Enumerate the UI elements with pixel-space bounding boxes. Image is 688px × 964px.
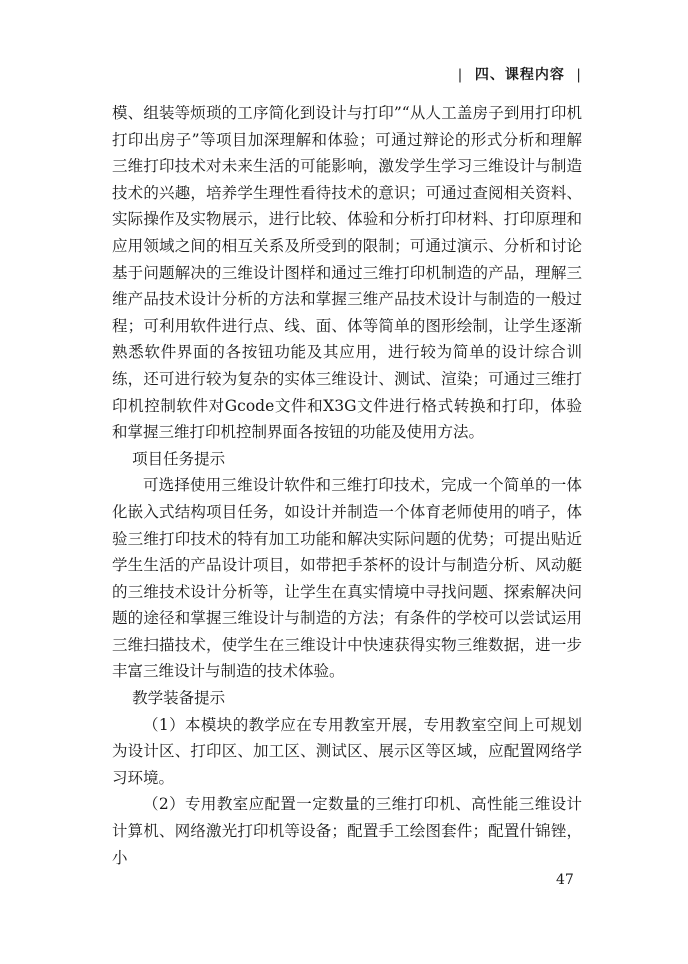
paragraph-continuation: 模、组装等烦琐的工序简化到设计与打印”“从人工盖房子到用打印机打印出房子”等项目加深理解和体验；可通过辩论的形式分析和理解三维打印技术对未来生活的可能影响，激发学生学习三维设计与制造技术的兴趣，培养学生理性看待技术的意识；可通过查阅相关资料、实际操作及实物展示，进行比较、体验和分析打印材料、打印原理和应用领域之间的相互关系及所受到的限制；可通过演示、分析和讨论基于问题解决的三维设计图样和通过三维打印机制造的产品，理解三维产品技术设计分析的方法和掌握三维产品技术设计与制造的一般过程；可利用软件进行点、线、面、体等简单的图形绘制，让学生逐渐熟悉软件界面的各按钮功能及其应用，进行较为简单的设计综合训练，还可进行较为复杂的实体三维设计、测试、渲染；可通过三维打印机控制软件对Gcode文件和X3G文件进行格式转换和打印，体验和掌握三维打印机控制界面各按钮的功能及使用方法。 xyxy=(112,104,582,442)
header-right-bar: | xyxy=(576,67,582,83)
running-header xyxy=(452,64,588,84)
paragraph-project-tasks: 可选择使用三维设计软件和三维打印技术，完成一个简单的一体化嵌入式结构项目任务，如设计并制造一个体育老师使用的哨子，体验三维打印技术的特有加工功能和解决实际问题的优势；可提出贴近学生生活的产品设计项目，如带把手茶杯的设计与制造分析、风动艇的三维技术设计分析等，让学生在真实情境中寻找问题、探索解决问题的途径和掌握三维设计与制造的方法；有条件的学校可以尝试运用三维扫描技术，使学生在三维设计中快速获得实物三维数据，进一步丰富三维设计与制造的技术体验。 xyxy=(112,476,582,681)
paragraph-equipment-item-2: （2）专用教室应配置一定数量的三维打印机、高性能三维设计计算机、网络激光打印机等设备；配置手工绘图套件；配置什锦锉，小 xyxy=(112,795,582,867)
paragraph-equipment-item-1: （1）本模块的教学应在专用教室开展，专用教室空间上可规划为设计区、打印区、加工区、测试区、展示区等区域，应配置网络学习环境。 xyxy=(112,715,582,787)
page-number: 47 xyxy=(556,872,574,888)
header-left-bar: | xyxy=(457,67,464,83)
section-heading-teaching-equipment: 教学装备提示 xyxy=(132,689,226,708)
page-body xyxy=(112,100,582,871)
header-title: 四、课程内容 xyxy=(474,67,565,83)
section-heading-project-tasks: 项目任务提示 xyxy=(132,449,226,468)
